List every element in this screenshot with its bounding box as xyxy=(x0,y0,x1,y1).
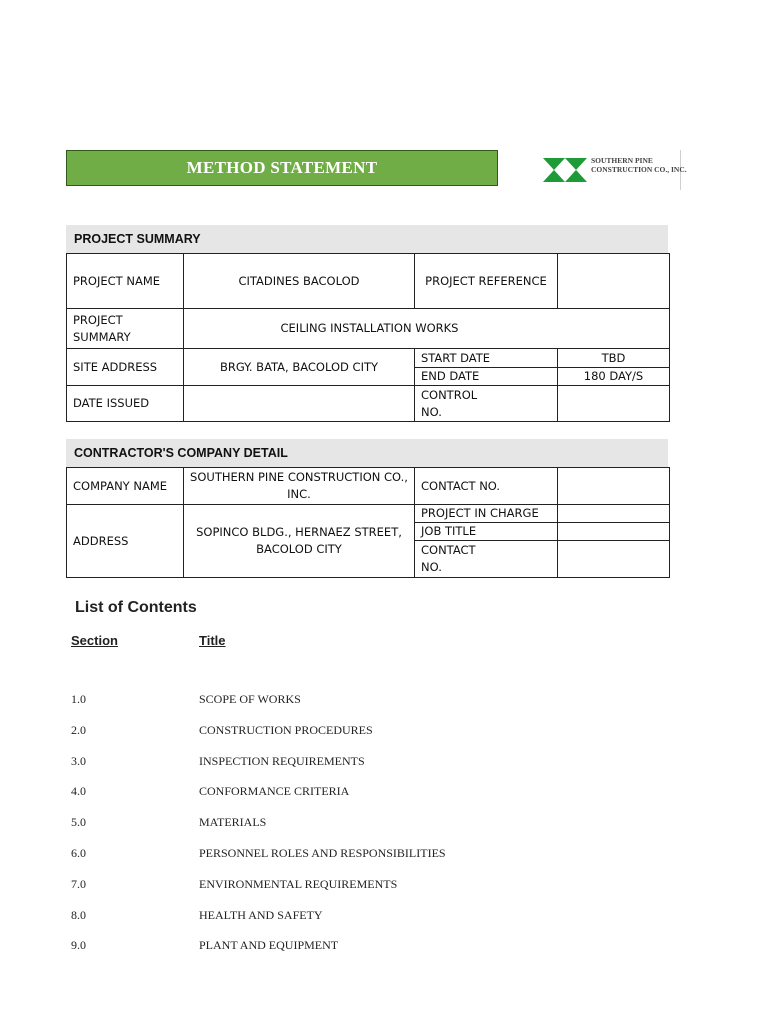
list-item xyxy=(71,938,571,956)
start-date-value: TBD xyxy=(558,349,670,368)
list-item xyxy=(71,692,571,710)
section-title: ENVIRONMENTAL REQUIREMENTS xyxy=(199,876,398,891)
date-issued-label: DATE ISSUED xyxy=(67,386,184,422)
project-name-label: PROJECT NAME xyxy=(67,254,184,309)
list-item xyxy=(71,784,571,802)
site-address-label: SITE ADDRESS xyxy=(67,349,184,386)
section-title: SCOPE OF WORKS xyxy=(199,692,301,706)
title-column-header: Title xyxy=(199,633,226,648)
table-row xyxy=(67,349,670,368)
section-title: PLANT AND EQUIPMENT xyxy=(199,938,339,953)
list-item xyxy=(71,877,571,895)
start-date-label: START DATE xyxy=(415,349,558,368)
project-in-charge-value xyxy=(558,505,670,523)
section-number: 9.0 xyxy=(71,938,86,953)
project-summary-label: PROJECT SUMMARY xyxy=(67,309,184,349)
company-logo xyxy=(541,150,687,190)
list-item xyxy=(71,815,571,833)
section-title: CONFORMANCE CRITERIA xyxy=(199,784,350,799)
project-in-charge-label: PROJECT IN CHARGE xyxy=(415,505,558,523)
date-issued-value xyxy=(184,386,415,422)
contact-label: CONTACT NO. xyxy=(415,541,558,578)
section-number: 4.0 xyxy=(71,784,86,799)
logo-x-mark-icon xyxy=(543,156,589,184)
section-number: 3.0 xyxy=(71,753,86,768)
project-name-value: CITADINES BACOLOD xyxy=(184,254,415,309)
logo-company-name: SOUTHERN PINE CONSTRUCTION CO., INC. xyxy=(591,156,687,174)
table-row xyxy=(67,254,670,309)
section-number: 8.0 xyxy=(71,907,86,922)
job-title-value xyxy=(558,523,670,541)
document-title: METHOD STATEMENT xyxy=(66,150,498,186)
table-row xyxy=(67,309,670,349)
contractor-heading: CONTRACTOR'S COMPANY DETAIL xyxy=(66,439,668,467)
list-item xyxy=(71,754,571,772)
section-number: 5.0 xyxy=(71,815,86,830)
table-row xyxy=(67,386,670,422)
section-title: INSPECTION REQUIREMENTS xyxy=(199,753,365,768)
section-number: 1.0 xyxy=(71,692,86,706)
control-no-label: CONTROL NO. xyxy=(415,386,558,422)
address-label: ADDRESS xyxy=(67,505,184,578)
section-number: 2.0 xyxy=(71,722,86,737)
list-item xyxy=(71,723,571,741)
company-name-label: COMPANY NAME xyxy=(67,468,184,505)
project-summary-heading: PROJECT SUMMARY xyxy=(66,225,668,253)
address-value: SOPINCO BLDG., HERNAEZ STREET, BACOLOD CITY xyxy=(184,505,415,578)
list-item xyxy=(71,908,571,926)
list-item xyxy=(71,846,571,864)
table-row xyxy=(67,468,670,505)
company-name-value: SOUTHERN PINE CONSTRUCTION CO., INC. xyxy=(184,468,415,505)
project-summary-value: CEILING INSTALLATION WORKS xyxy=(184,309,670,349)
project-reference-label: PROJECT REFERENCE xyxy=(415,254,558,309)
site-address-value: BRGY. BATA, BACOLOD CITY xyxy=(184,349,415,386)
section-column-header: Section xyxy=(71,633,118,648)
contact-no-value xyxy=(558,468,670,505)
section-number: 6.0 xyxy=(71,846,86,860)
section-title: HEALTH AND SAFETY xyxy=(199,907,323,922)
project-reference-value xyxy=(558,254,670,309)
table-row xyxy=(67,505,670,523)
end-date-label: END DATE xyxy=(415,368,558,386)
control-no-value xyxy=(558,386,670,422)
section-title: CONSTRUCTION PROCEDURES xyxy=(199,722,373,737)
section-number: 7.0 xyxy=(71,876,86,891)
section-title: MATERIALS xyxy=(199,815,267,830)
end-date-value: 180 DAY/S xyxy=(558,368,670,386)
section-title: PERSONNEL ROLES AND RESPONSIBILITIES xyxy=(199,846,446,860)
contact-value xyxy=(558,541,670,578)
contractor-table xyxy=(66,467,670,578)
project-summary-table xyxy=(66,253,670,422)
contact-no-label: CONTACT NO. xyxy=(415,468,558,505)
contents-title: List of Contents xyxy=(75,599,197,616)
job-title-label: JOB TITLE xyxy=(415,523,558,541)
